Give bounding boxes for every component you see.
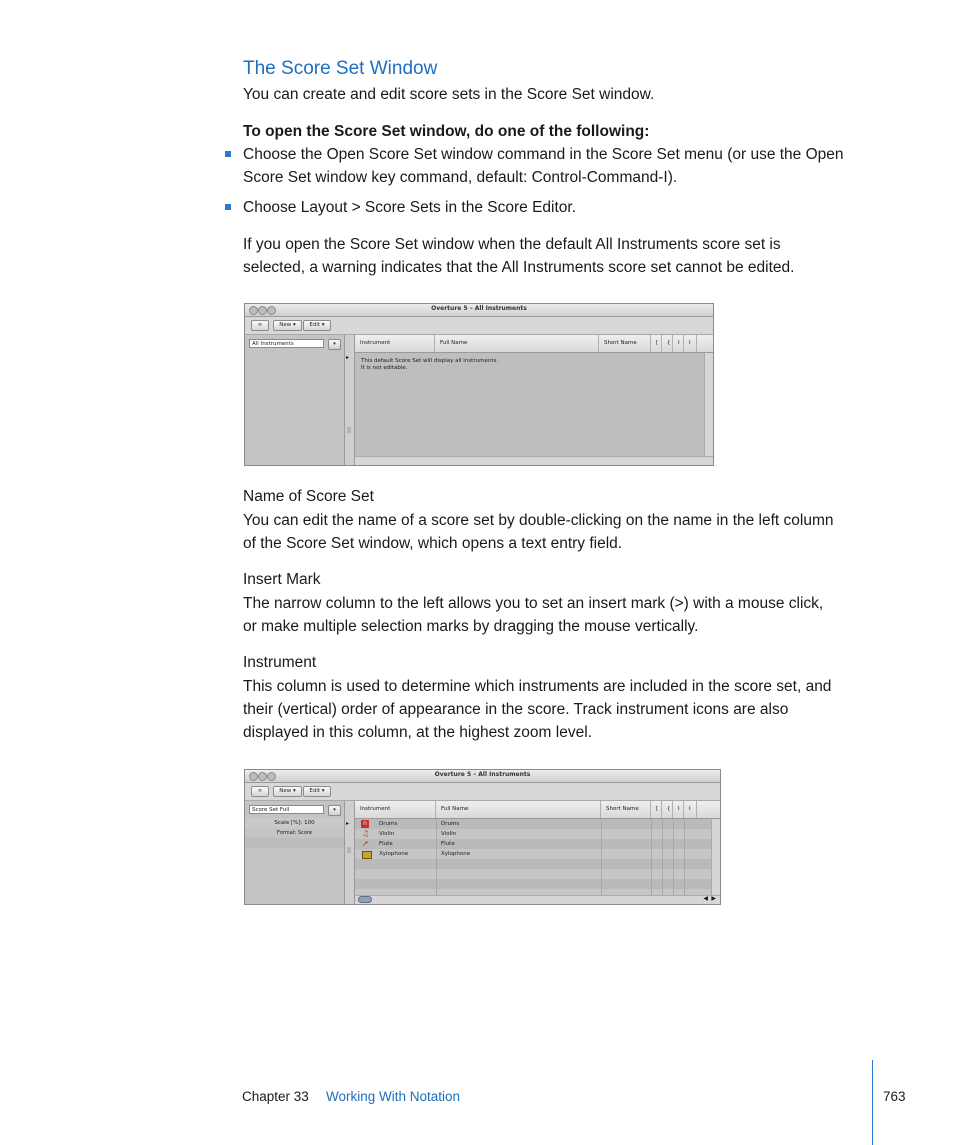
horizontal-scrollbar[interactable] (355, 456, 713, 465)
task-heading: To open the Score Set window, do one of the following: (243, 123, 650, 140)
footer-chapter: Chapter 33 (242, 1089, 309, 1104)
full-name-cell: Xylophone (441, 851, 471, 857)
new-menu-button[interactable]: New ▾ (273, 320, 302, 331)
title-bar (245, 770, 720, 783)
full-name-cell: Flute (441, 841, 455, 847)
drums-icon: ∩ (362, 820, 368, 827)
full-name-column-header[interactable]: Full Name (435, 335, 599, 352)
link-icon[interactable]: ∞ (251, 786, 269, 797)
score-set-list-pane (245, 335, 345, 465)
format-setting[interactable]: Format: Score (277, 830, 312, 836)
new-menu-label: New (279, 788, 292, 794)
scroll-right-arrow-icon[interactable]: ▶ (711, 895, 716, 902)
divider-handle-icon[interactable]: || (347, 427, 352, 434)
column-header-row (355, 335, 713, 353)
table-row[interactable] (355, 849, 711, 859)
horizontal-scrollbar[interactable] (355, 895, 720, 904)
table-row[interactable] (355, 839, 711, 849)
instrument-column-header[interactable]: Instrument (355, 335, 435, 352)
instrument-section-heading: Instrument (243, 654, 317, 671)
message-line-2: It is not editable. (361, 365, 408, 371)
score-set-content-area (355, 353, 704, 456)
barline-column-header[interactable]: I (673, 335, 684, 352)
scale-setting[interactable]: Scale [%]: 100 (245, 818, 344, 828)
warning-para-line1: If you open the Score Set window when the default All Instruments score set is (243, 236, 781, 253)
chevron-down-icon[interactable]: ▾ (328, 805, 341, 816)
footer-chapter-title[interactable]: Working With Notation (326, 1089, 461, 1104)
instrument-cell: Drums (379, 821, 398, 827)
insert-section-line2: or make multiple selection marks by dragging the mouse vertically. (243, 618, 699, 635)
insert-section-heading: Insert Mark (243, 571, 321, 588)
brace-column-header[interactable]: { (662, 801, 673, 818)
row-stripe (355, 879, 711, 889)
bullet-2-line1: Choose Layout > Score Sets in the Score Editor. (243, 199, 577, 216)
message-line-1: This default Score Set will display all instruments. (361, 358, 499, 364)
vertical-scrollbar[interactable] (704, 353, 713, 456)
xylophone-icon (362, 851, 372, 859)
list-stripe (245, 838, 344, 848)
full-name-cell: Drums (441, 821, 460, 827)
new-menu-label: New (279, 322, 292, 328)
name-section-line2: of the Score Set window, which opens a text entry field. (243, 535, 623, 552)
warning-para-line2: selected, a warning indicates that the All Instruments score set cannot be edited. (243, 259, 795, 276)
chevron-down-icon[interactable]: ▾ (328, 339, 341, 350)
violin-icon: ♫ (362, 829, 370, 838)
section-title: The Score Set Window (243, 58, 438, 79)
scroll-left-arrow-icon[interactable]: ◀ (703, 895, 708, 902)
instrument-cell: Flute (379, 841, 393, 847)
short-name-column-header[interactable]: Short Name (601, 801, 651, 818)
flute-icon: ➚ (362, 839, 369, 848)
bullet-1-line2: Score Set window key command, default: Control-Command-I). (243, 169, 678, 186)
score-set-name-field[interactable]: All Instruments (249, 339, 324, 348)
insert-section-line1: The narrow column to the left allows you to set an insert mark (>) with a mouse click, (243, 595, 824, 612)
intro-text: You can create and edit score sets in the Score Set window. (243, 86, 655, 103)
scroll-thumb[interactable] (358, 896, 372, 903)
instrument-cell: Xylophone (379, 851, 409, 857)
column-header-row (355, 801, 720, 819)
bullet-marker (225, 204, 231, 210)
instrument-cell: Violin (379, 831, 395, 837)
window-title: Overture 5 – All Instruments (434, 771, 531, 778)
full-name-column-header[interactable]: Full Name (436, 801, 601, 818)
full-name-cell: Violin (441, 831, 457, 837)
vertical-scrollbar[interactable] (711, 819, 720, 895)
table-row[interactable] (355, 829, 711, 839)
brace-column-header[interactable]: { (662, 335, 673, 352)
page-number: 763 (883, 1089, 906, 1104)
span-column-header[interactable]: I (684, 335, 697, 352)
score-set-name-field[interactable]: Score Set Full (249, 805, 324, 814)
bullet-marker (225, 151, 231, 157)
bracket-column-header[interactable]: [ (651, 801, 662, 818)
window-title: Overture 5 – All Instruments (431, 305, 527, 312)
instrument-section-line1: This column is used to determine which instruments are included in the score set, and (243, 678, 832, 695)
row-stripe (355, 859, 711, 869)
title-bar (245, 304, 713, 317)
barline-column-header[interactable]: I (673, 801, 684, 818)
edit-menu-label: Edit (309, 322, 321, 328)
insert-mark-icon: ▸ (346, 354, 350, 361)
instrument-column-header[interactable]: Instrument (355, 801, 436, 818)
score-set-content-area (355, 819, 711, 895)
span-column-header[interactable]: I (684, 801, 697, 818)
name-section-line1: You can edit the name of a score set by double-clicking on the name in the left column (243, 512, 834, 529)
instrument-section-line3: displayed in this column, at the highest zoom level. (243, 724, 592, 741)
edit-menu-button[interactable]: Edit ▾ (303, 786, 331, 797)
insert-mark-column[interactable] (345, 801, 355, 904)
score-set-window-screenshot-1 (244, 303, 714, 466)
bracket-column-header[interactable]: [ (651, 335, 662, 352)
score-set-list-pane (245, 801, 345, 904)
insert-mark-column[interactable] (345, 335, 355, 465)
toolbar (245, 317, 713, 335)
table-row[interactable] (355, 819, 711, 829)
edit-menu-button[interactable]: Edit ▾ (303, 320, 331, 331)
bullet-1-line1: Choose the Open Score Set window command in the Score Set menu (or use the Open (243, 146, 844, 163)
instrument-section-line2: their (vertical) order of appearance in the score. Track instrument icons are also (243, 701, 789, 718)
link-icon[interactable]: ∞ (251, 320, 269, 331)
toolbar (245, 783, 720, 801)
footer-divider (872, 1060, 873, 1145)
insert-mark-icon: ▸ (346, 820, 350, 827)
short-name-column-header[interactable]: Short Name (599, 335, 651, 352)
default-set-message (361, 358, 498, 372)
score-set-window-screenshot-2 (244, 769, 721, 905)
divider-handle-icon[interactable]: || (347, 847, 352, 854)
name-section-heading: Name of Score Set (243, 488, 374, 505)
new-menu-button[interactable]: New ▾ (273, 786, 302, 797)
edit-menu-label: Edit (309, 788, 321, 794)
